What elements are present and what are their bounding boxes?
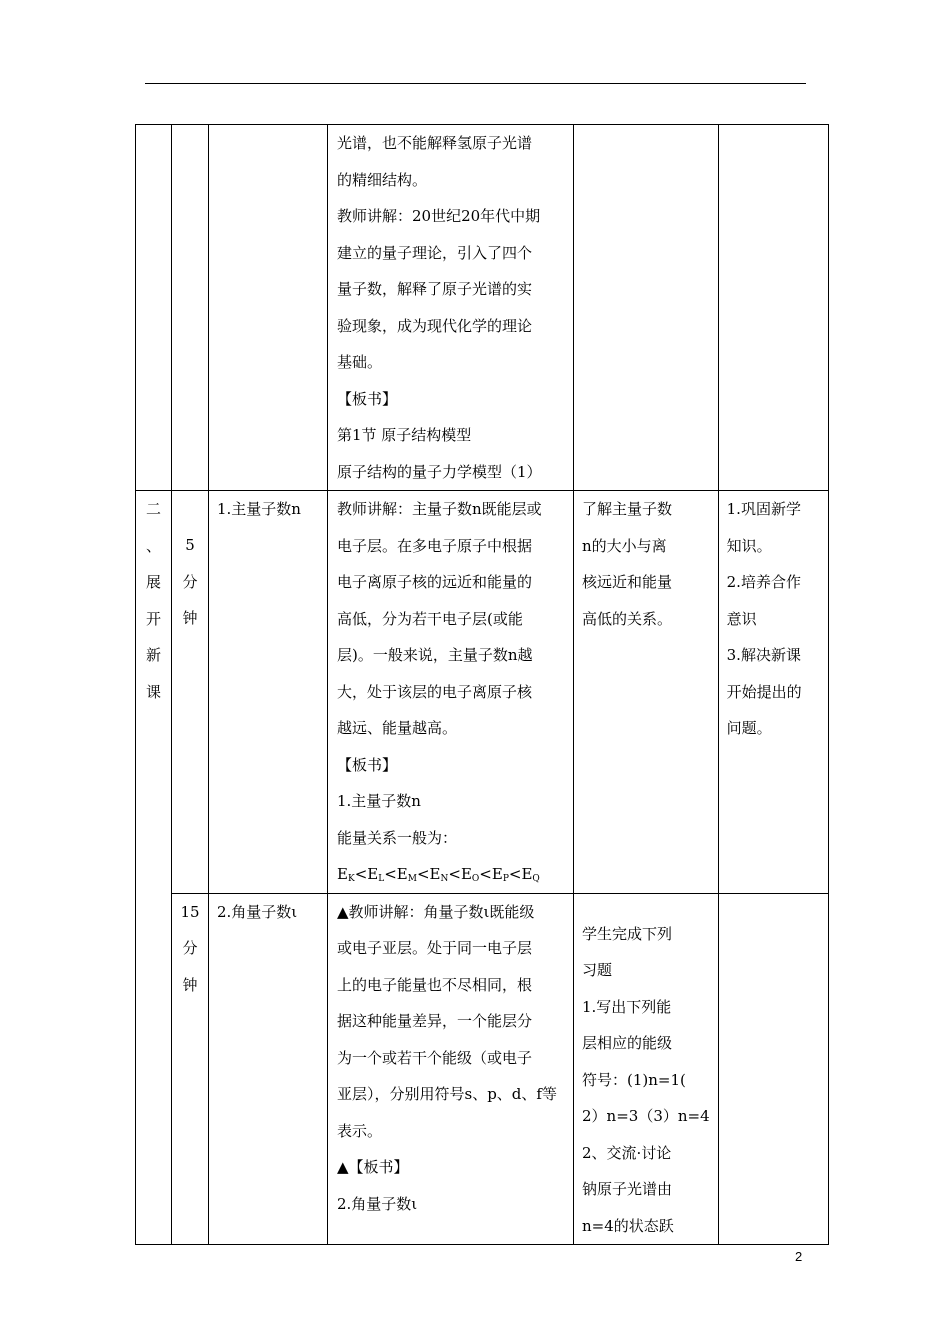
text-line: 表示。 (337, 1121, 383, 1140)
text-line: 问题。 (726, 719, 772, 737)
time-char: 15 (180, 902, 200, 921)
text-line: 高低，分为若干电子层(或能 (337, 609, 523, 628)
time-char: 钟 (182, 609, 198, 627)
energy-separator: < (448, 865, 461, 883)
text-line: 层相应的能级 (582, 1034, 673, 1052)
topic-label: 1.主量子数n (217, 500, 301, 518)
header-rule (145, 83, 806, 84)
teaching-content-text (328, 894, 573, 1223)
text-line: 越远、能量越高。 (337, 719, 458, 737)
text-line: 验现象，成为现代化学的理论 (337, 316, 533, 335)
text-line: 为一个或若干个能级（或电子 (337, 1048, 533, 1067)
time-char: 钟 (182, 975, 198, 994)
text-line: 3.解决新课 (726, 646, 801, 664)
energy-subscript: L (378, 874, 385, 884)
energy-subscript: M (407, 874, 417, 884)
teaching-content-text (328, 125, 573, 490)
text-line: 2.角量子数ι (337, 1194, 418, 1213)
energy-subscript: P (502, 874, 509, 884)
text-line: 高低的关系。 (582, 609, 673, 628)
text-line: n的大小与离 (582, 536, 667, 555)
text-line: 核远近和能量 (582, 573, 673, 591)
section-char: 展 (145, 573, 161, 591)
text-line: 符号：(1)n=1( (582, 1070, 686, 1089)
cell-section-empty (136, 125, 172, 491)
time-label (172, 894, 208, 1004)
text-line: 光谱，也不能解释氢原子光谱 (337, 134, 533, 152)
cell-teaching-content (328, 491, 574, 894)
energy-symbol: E (429, 865, 441, 883)
text-line: 量子数，解释了原子光谱的实 (337, 280, 533, 298)
energy-separator: < (479, 865, 492, 883)
text-line: 第1节 原子结构模型 (337, 426, 472, 444)
energy-symbol: E (491, 865, 503, 883)
teaching-content-text (328, 491, 573, 893)
time-char: 分 (182, 939, 198, 957)
text-line: 2、交流·讨论 (582, 1143, 672, 1162)
table-row-main-quantum (136, 491, 829, 894)
table-row-continued (136, 125, 829, 491)
text-line: 【板书】 (337, 755, 398, 774)
text-line: 开始提出的 (726, 682, 802, 701)
energy-subscript: K (347, 874, 355, 884)
cell-time-empty (172, 125, 209, 491)
text-line: n=4的状态跃 (582, 1216, 674, 1235)
cell-time (172, 491, 209, 894)
cell-section-label (136, 491, 172, 1245)
energy-subscript: Q (532, 874, 540, 884)
text-line: 或电子亚层。处于同一电子层 (337, 939, 533, 957)
energy-separator: < (508, 865, 522, 883)
text-line: 意识 (726, 609, 757, 628)
section-char: 二 (145, 500, 161, 518)
table-row-angular-quantum (136, 893, 829, 1245)
energy-symbol: E (460, 865, 472, 883)
energy-symbol: E (521, 865, 533, 883)
text-line: 基础。 (337, 353, 383, 371)
topic-label: 2.角量子数ι (217, 902, 298, 921)
text-line: 2.培养合作 (726, 573, 801, 591)
text-line: 学生完成下列 (582, 924, 673, 943)
page-number: 2 (795, 1249, 803, 1264)
section-char: 、 (145, 536, 161, 555)
energy-separator: < (416, 865, 430, 883)
text-line: 教师讲解：20世纪20年代中期 (337, 207, 541, 225)
cell-teaching-content (328, 125, 574, 491)
cell-topic (209, 491, 328, 894)
text-line: 1.写出下列能 (582, 997, 672, 1016)
section-char: 课 (145, 682, 161, 701)
text-line: 习题 (582, 961, 613, 979)
time-label (172, 491, 208, 637)
text-line: 亚层），分别用符号s、p、d、f等 (337, 1085, 557, 1103)
cell-teaching-content (328, 893, 574, 1245)
energy-subscript: N (440, 874, 449, 884)
text-line: 原子结构的量子力学模型（1） (337, 462, 542, 481)
cell-student-activity (574, 893, 719, 1245)
cell-time (172, 893, 209, 1245)
text-line: 建立的量子理论，引入了四个 (337, 243, 533, 262)
energy-symbol: E (337, 865, 348, 883)
text-line: 1.巩固新学 (726, 500, 801, 518)
energy-separator: < (354, 865, 368, 883)
design-intent-text (719, 491, 828, 747)
cell-design-intent-empty (718, 125, 828, 491)
time-char: 分 (182, 572, 198, 591)
section-char: 新 (145, 646, 161, 664)
cell-student-activity (574, 491, 719, 894)
text-line: 教师讲解：主量子数n既能层或 (337, 500, 542, 518)
cell-design-intent (718, 491, 828, 894)
text-line: 层)。一般来说，主量子数n越 (337, 646, 533, 664)
energy-order-formula (337, 856, 564, 893)
text-line: 了解主量子数 (582, 500, 673, 518)
cell-topic (209, 893, 328, 1245)
text-line: 能量关系一般为： (337, 828, 458, 847)
student-activity-text (574, 491, 718, 637)
text-line: 上的电子能量也不尽相同，根 (337, 975, 533, 994)
text-line: 2）n=3（3）n=4 (582, 1107, 710, 1125)
text-line: ▲教师讲解：角量子数ι既能级 (337, 902, 535, 921)
student-activity-text (574, 894, 718, 1245)
text-line: 据这种能量差异，一个能层分 (337, 1012, 533, 1030)
lesson-plan-table (135, 124, 829, 1245)
text-line: 大，处于该层的电子离原子核 (337, 682, 533, 701)
section-char: 开 (145, 609, 161, 628)
cell-topic-empty (209, 125, 328, 491)
text-line: 钠原子光谱由 (582, 1180, 673, 1198)
cell-student-activity-empty (574, 125, 719, 491)
text-line: ▲【板书】 (337, 1158, 409, 1176)
energy-symbol: E (396, 865, 408, 883)
text-line: 知识。 (726, 536, 772, 555)
text-line: 1.主量子数n (337, 792, 421, 810)
text-line: 的精细结构。 (337, 170, 428, 189)
cell-design-intent-empty (718, 893, 828, 1245)
energy-separator: < (384, 865, 397, 883)
text-line: 电子层。在多电子原子中根据 (337, 536, 533, 555)
energy-symbol: E (367, 865, 379, 883)
section-label (136, 491, 171, 710)
time-char: 5 (185, 536, 195, 554)
text-line: 电子离原子核的远近和能量的 (337, 573, 533, 591)
energy-subscript: O (471, 874, 480, 884)
text-line: 【板书】 (337, 389, 398, 408)
